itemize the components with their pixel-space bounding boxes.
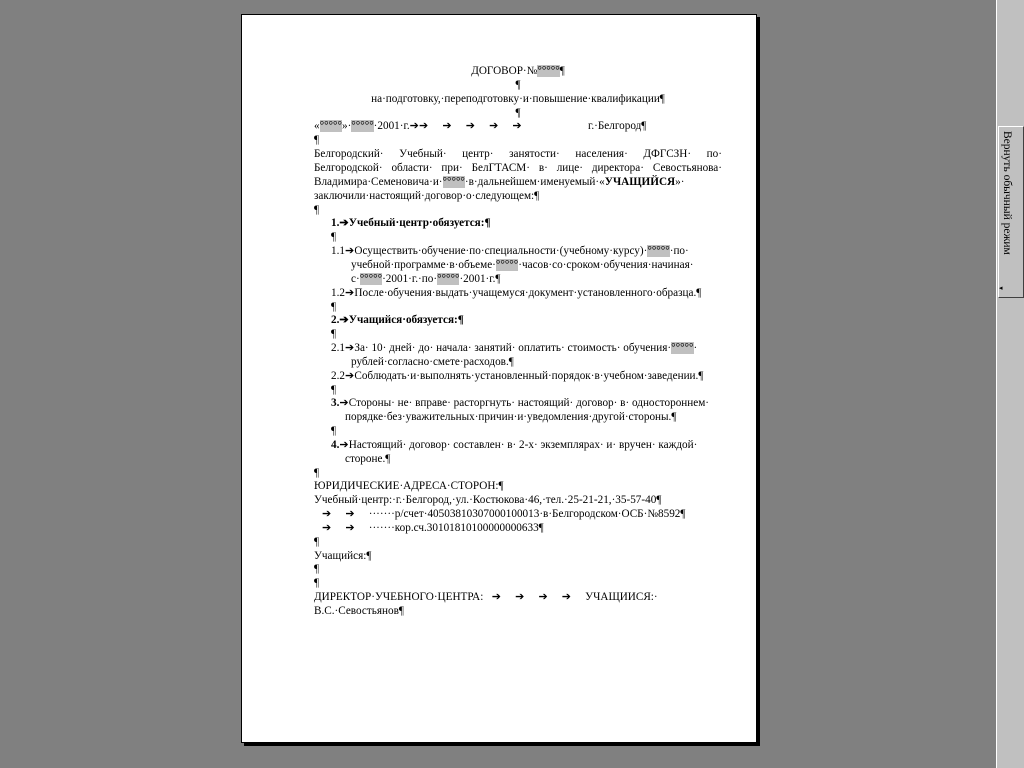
doc-subtitle: на·подготовку,·переподготовку·и·повышение·квалификации¶ — [371, 93, 665, 105]
form-field[interactable]: °°°°° — [442, 176, 465, 188]
form-field[interactable]: °°°°° — [647, 245, 670, 257]
form-field[interactable]: °°°°° — [671, 342, 694, 354]
address-line: ➔ ➔ ·······кор.сч.30101810100000000633¶ — [322, 522, 544, 534]
signature-line: ДИРЕКТОР·УЧЕБНОГО·ЦЕНТРА: ➔ ➔ ➔ ➔ УЧАЩИИСЯ:· — [314, 591, 658, 603]
form-field[interactable]: °°°°° — [495, 259, 519, 271]
date-line: «°°°°°»·°°°°°·2001·г.➔➔ ➔ ➔ ➔ ➔ — [314, 120, 522, 132]
empty-paragraph: ¶ — [331, 301, 337, 313]
form-field[interactable]: °°°°° — [437, 273, 460, 285]
intro-line: Белгородский· Учебный· центр· занятости· населения· ДФГСЗН· по· — [314, 148, 722, 160]
section-heading-2: 2.➔Учащийся·обязуется:¶ — [331, 314, 464, 326]
clause-3: 3.➔Стороны· не· вправе· расторгнуть· настоящий· договор· в· одностороннем· — [331, 397, 710, 409]
empty-paragraph: ¶ — [515, 107, 521, 119]
empty-paragraph: ¶ — [515, 79, 521, 91]
empty-paragraph: ¶ — [331, 328, 337, 340]
empty-paragraph: ¶ — [314, 563, 320, 575]
empty-paragraph: ¶ — [314, 204, 320, 216]
empty-paragraph: ¶ — [331, 425, 337, 437]
address-line: Учебный·центр:·г.·Белгород,·ул.·Костюкова·46,·тел.·25-21-21,·35-57-40¶ — [314, 494, 662, 506]
clause-1-2: 1.2➔После·обучения·выдать·учащемуся·документ·установленного·образца.¶ — [331, 287, 702, 299]
student-label: Учащийся:¶ — [314, 550, 372, 562]
signature-name: В.С.·Севостьянов¶ — [314, 605, 404, 617]
clause-2-1-cont: рублей·согласно·смете·расходов.¶ — [351, 356, 514, 368]
right-panel — [996, 0, 1024, 768]
address-line: ➔ ➔ ·······р/счет·40503810307000100013·в·Белгородском·ОСБ·№8592¶ — [322, 508, 686, 520]
section-heading-1: 1.➔Учебный·центр·обязуется:¶ — [331, 217, 491, 229]
addresses-heading: ЮРИДИЧЕСКИЕ·АДРЕСА·СТОРОН:¶ — [314, 480, 504, 492]
document-page[interactable] — [241, 14, 757, 743]
form-field[interactable]: °°°°° — [351, 120, 374, 132]
empty-paragraph: ¶ — [314, 134, 320, 146]
doc-title: ДОГОВОР·№°°°°°¶ — [471, 65, 565, 77]
clause-2-2: 2.2➔Соблюдать·и·выполнять·установленный·порядок·в·учебном·заведении.¶ — [331, 370, 704, 382]
clause-4: 4.➔Настоящий· договор· составлен· в· 2-х· экземплярах· и· вручен· каждой· — [331, 439, 698, 451]
form-field[interactable]: °°°°° — [359, 273, 383, 285]
clause-1-1-cont: с·°°°°°·2001·г.·по·°°°°°·2001·г.¶ — [351, 273, 501, 285]
empty-paragraph: ¶ — [314, 467, 320, 479]
empty-paragraph: ¶ — [314, 577, 320, 589]
clause-1-1: 1.1➔Осуществить·обучение·по·специальности·(учебному·курсу)·°°°°°·по· — [331, 245, 689, 257]
intro-line: заключили·настоящий·договор·о·следующем:¶ — [314, 190, 540, 202]
form-field[interactable]: °°°°° — [319, 120, 342, 132]
empty-paragraph: ¶ — [331, 384, 337, 396]
arrow-left-icon: ◂ — [999, 284, 1003, 292]
restore-button-label: Вернуть обычный режим — [1001, 131, 1013, 255]
city: г.·Белгород¶ — [588, 120, 647, 132]
clause-2-1: 2.1➔За· 10· дней· до· начала· занятий· оплатить· стоимость· обучения·°°°°°· — [331, 342, 698, 354]
clause-3-cont: порядке·без·уважительных·причин·и·уведомления·другой·стороны.¶ — [345, 411, 677, 423]
intro-line: Белгородской· области· при· БелГТАСМ· в· лице· директора· Севостьянова· — [314, 162, 722, 174]
restore-normal-view-button[interactable] — [998, 126, 1024, 298]
empty-paragraph: ¶ — [314, 536, 320, 548]
clause-1-1-cont: учебной·программе·в·объеме·°°°°°·часов·со·сроком·обучения·начиная· — [351, 259, 694, 271]
form-field[interactable]: °°°°° — [537, 65, 560, 77]
intro-line: Владимира·Семеновича·и·°°°°°·в·дальнейшем·именуемый·«УЧАЩИЙСЯ»· — [314, 176, 685, 188]
clause-4-cont: стороне.¶ — [345, 453, 391, 465]
empty-paragraph: ¶ — [331, 231, 337, 243]
